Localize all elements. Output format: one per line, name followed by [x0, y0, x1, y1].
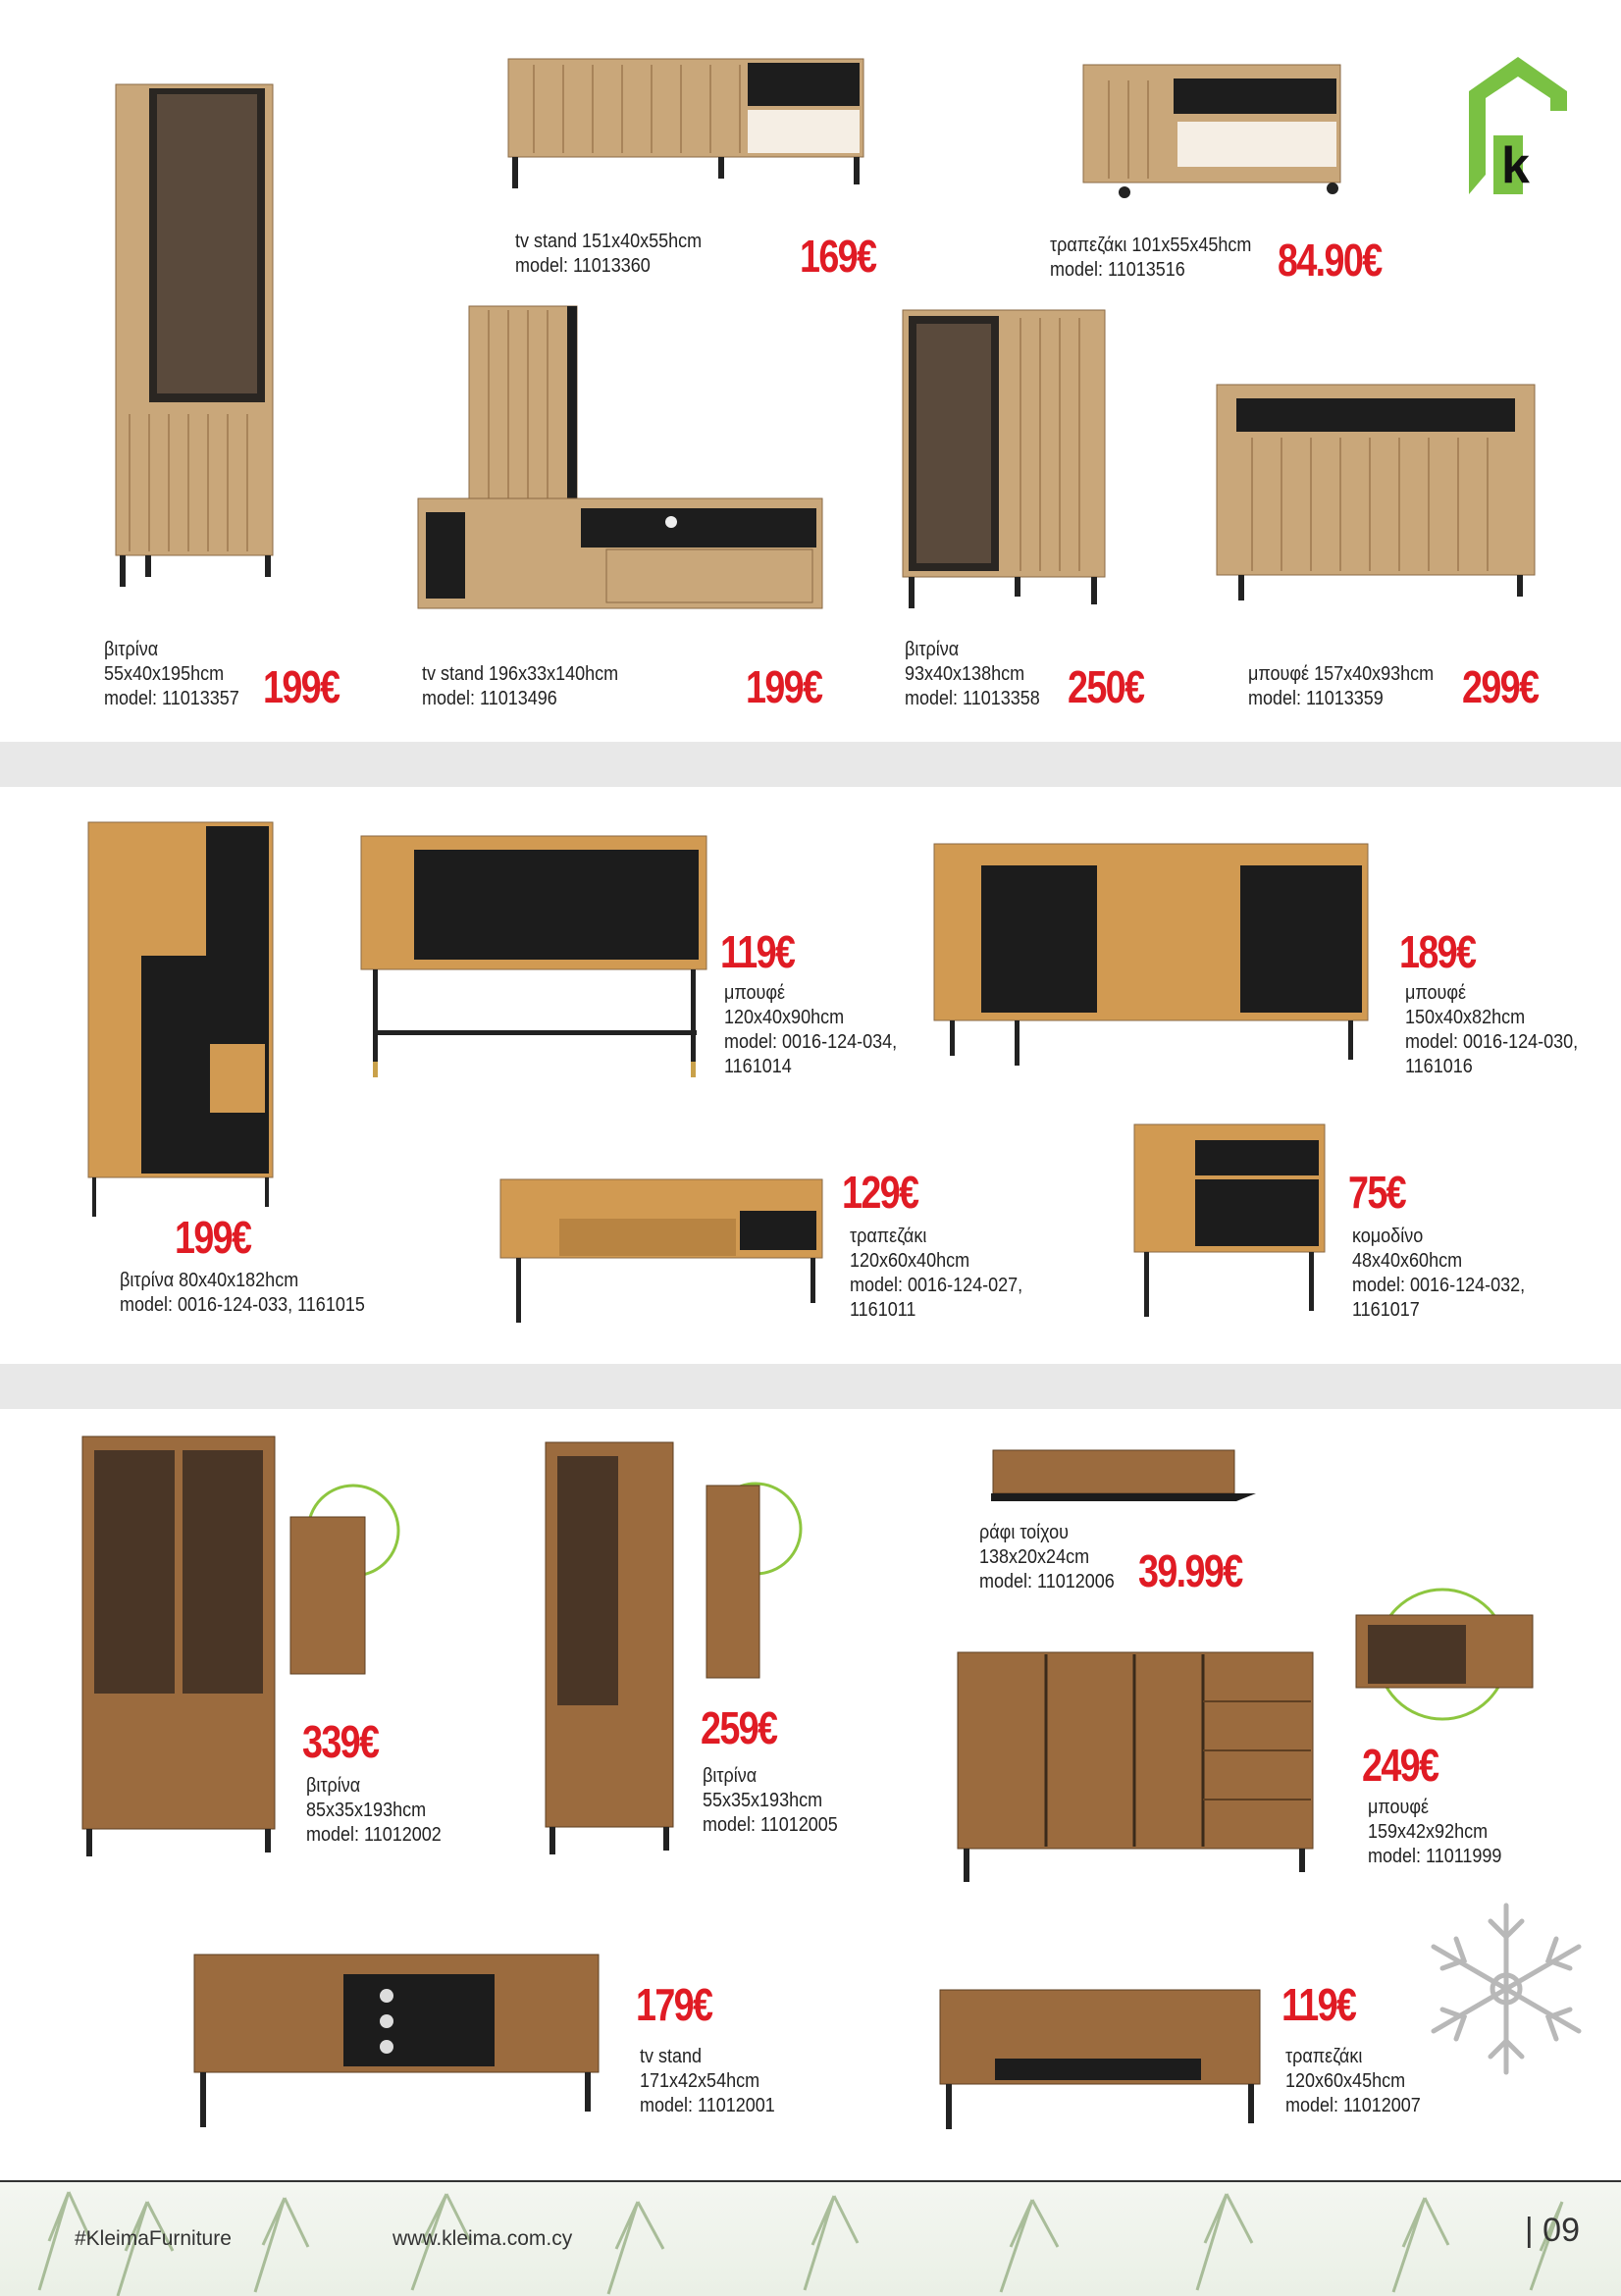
product-price: 250€: [1068, 661, 1144, 712]
product-price: 249€: [1362, 1740, 1438, 1791]
tv-stand-icon: [504, 57, 867, 194]
product-details: βιτρίνα 85x35x193hcm model: 11012002: [306, 1775, 442, 1846]
page-number: | 09: [1524, 2212, 1580, 2249]
product-price: 119€: [1281, 1979, 1356, 2030]
product-price: 39.99€: [1138, 1545, 1242, 1596]
snowflake-icon: [1417, 1900, 1595, 2078]
tv-wall-unit-icon: [414, 304, 826, 620]
product-details: βιτρίνα 55x35x193hcm model: 11012005: [703, 1765, 838, 1836]
coffee-table-icon: [1079, 61, 1344, 200]
logo-letter: k: [1501, 137, 1530, 194]
product-price: 299€: [1462, 661, 1539, 712]
product-details: τραπεζάκι 101x55x45hcm model: 11013516: [1050, 235, 1252, 281]
product-price: 189€: [1399, 926, 1476, 977]
product-details: ράφι τοίχου 138x20x24cm model: 11012006: [979, 1522, 1115, 1592]
kleima-logo-icon: [1464, 57, 1572, 204]
product-details: tv stand 196x33x140hcm model: 11013496: [422, 663, 619, 709]
coffee-table-drawer-icon: [497, 1175, 826, 1332]
product-details: μπουφέ 150x40x82hcm model: 0016-124-030, 1161016: [1405, 982, 1579, 1077]
product-details: τραπεζάκι 120x60x45hcm model: 11012007: [1285, 2046, 1421, 2116]
vitrine-black-oak-icon: [82, 818, 279, 1221]
product-details: βιτρίνα 55x40x195hcm model: 11013357: [104, 639, 239, 709]
pine-branches-icon: [0, 2182, 1621, 2296]
product-price: 169€: [800, 231, 876, 282]
product-price: 129€: [842, 1167, 918, 1218]
sideboard-icon: [1213, 383, 1539, 604]
section-divider: [0, 1364, 1621, 1409]
coffee-table-oak-icon: [936, 1986, 1264, 2133]
buffet-legs-icon: [357, 834, 710, 1089]
product-details: τραπεζάκι 120x60x40hcm model: 0016-124-027, 1161011: [850, 1226, 1023, 1321]
product-details: μπουφέ 120x40x90hcm model: 0016-124-034, 1161014: [724, 982, 898, 1077]
product-price: 119€: [720, 926, 795, 977]
product-details: κομοδίνο 48x40x60hcm model: 0016-124-032, 1161017: [1352, 1226, 1526, 1321]
product-price: 339€: [302, 1716, 379, 1767]
product-details: tv stand 171x42x54hcm model: 11012001: [640, 2046, 775, 2116]
section-divider: [0, 742, 1621, 787]
product-price: 179€: [636, 1979, 712, 2030]
sideboard-open-detail-icon: [1348, 1586, 1544, 1725]
buffet-three-door-icon: [930, 842, 1372, 1077]
product-price: 259€: [701, 1702, 777, 1753]
vitrine-wide-icon: [899, 308, 1109, 612]
product-price: 199€: [263, 661, 340, 712]
wall-shelf-icon: [991, 1446, 1258, 1505]
product-details: βιτρίνα 80x40x182hcm model: 0016-124-033, 1161015: [120, 1270, 365, 1316]
footer-website-link[interactable]: www.kleima.com.cy: [392, 2227, 573, 2250]
sideboard-drawers-icon: [954, 1605, 1317, 1890]
tv-stand-oak-icon: [190, 1951, 602, 2131]
product-details: μπουφέ 157x40x93hcm model: 11013359: [1248, 663, 1435, 709]
product-details: βιτρίνα 93x40x138hcm model: 11013358: [905, 639, 1040, 709]
product-price: 84.90€: [1278, 235, 1382, 286]
product-details: tv stand 151x40x55hcm model: 11013360: [515, 231, 703, 277]
vitrine-oak-black-icon: [110, 80, 279, 591]
product-price: 75€: [1348, 1167, 1406, 1218]
footer-hashtag: #KleimaFurniture: [75, 2227, 232, 2250]
product-details: μπουφέ 159x42x92hcm model: 11011999: [1368, 1797, 1502, 1867]
product-price: 199€: [746, 661, 822, 712]
nightstand-icon: [1130, 1121, 1329, 1327]
page-footer: [0, 2180, 1621, 2296]
product-price: 199€: [175, 1212, 251, 1263]
